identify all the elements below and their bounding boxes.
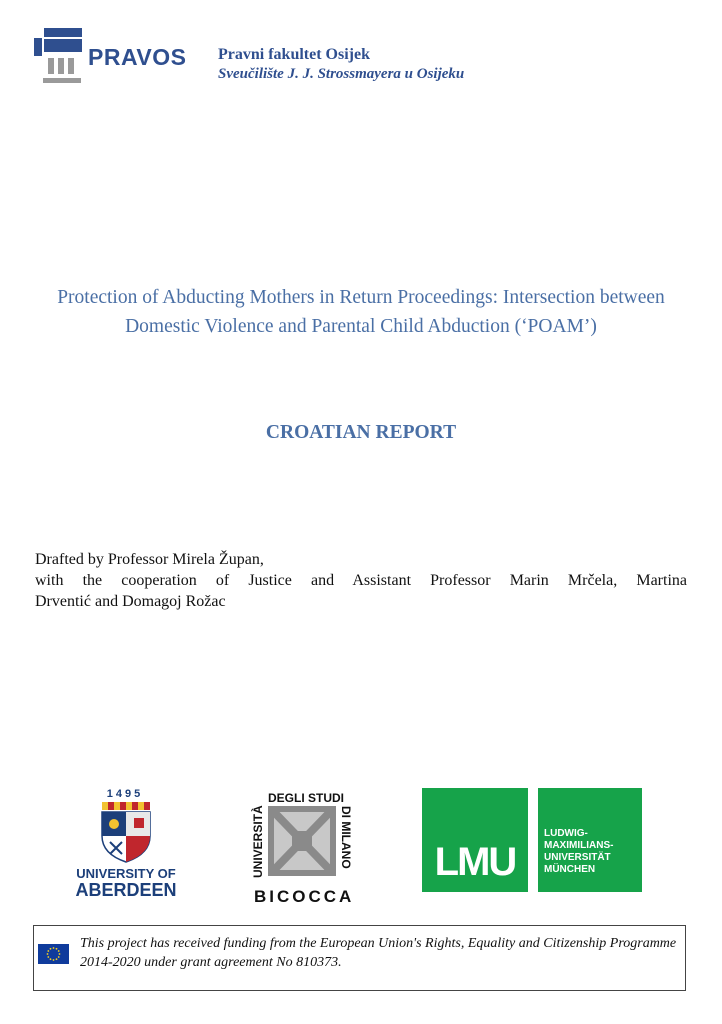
- lmu-full-name: [544, 828, 640, 876]
- bicocca-right-text: DI MILANO: [339, 806, 353, 869]
- lmu-name-line: LUDWIG-: [544, 828, 588, 839]
- lmu-name-line: UNIVERSITÄT: [544, 852, 611, 863]
- lmu-name-line: MÜNCHEN: [544, 864, 596, 875]
- bicocca-left-text: UNIVERSITÀ: [251, 805, 265, 878]
- faculty-name: Pravni fakultet Osijek: [218, 46, 370, 63]
- funding-statement: This project has received funding from the European Union's Rights, Equality and Citizenship Programme 2014-2020 under grant agreement No 810373.: [80, 936, 677, 970]
- authors-line: with the cooperation of Justice and Assistant Professor Marin Mrčela, Martina: [35, 572, 687, 589]
- bicocca-logo-icon: [244, 788, 360, 906]
- bicocca-bottom-text: BICOCCA: [254, 887, 355, 906]
- authors-block: [35, 549, 687, 612]
- authors-line: Drventić and Domagoj Rožac: [35, 593, 226, 610]
- aberdeen-name-line: UNIVERSITY OF: [76, 866, 176, 881]
- document-title: Protection of Abducting Mothers in Return Proceedings: Intersection between Domestic Violence and Parental Child Abduction (‘POAM’): [57, 287, 665, 337]
- lmu-name-line: MAXIMILIANS-: [544, 840, 614, 851]
- logo-wordmark: PRAVOS: [88, 44, 187, 70]
- eu-flag-icon: [38, 944, 69, 964]
- bicocca-top-text: DEGLI STUDI: [268, 791, 345, 805]
- pravos-logo-icon: [34, 28, 86, 90]
- aberdeen-year: 1495: [106, 788, 144, 800]
- report-title: CROATIAN REPORT: [265, 422, 457, 443]
- authors-line: Drafted by Professor Mirela Župan,: [35, 551, 264, 568]
- aberdeen-name-line: ABERDEEN: [75, 880, 177, 900]
- lmu-wordmark: LMU: [434, 840, 516, 884]
- university-name: Sveučilište J. J. Strossmayera u Osijeku: [218, 66, 465, 82]
